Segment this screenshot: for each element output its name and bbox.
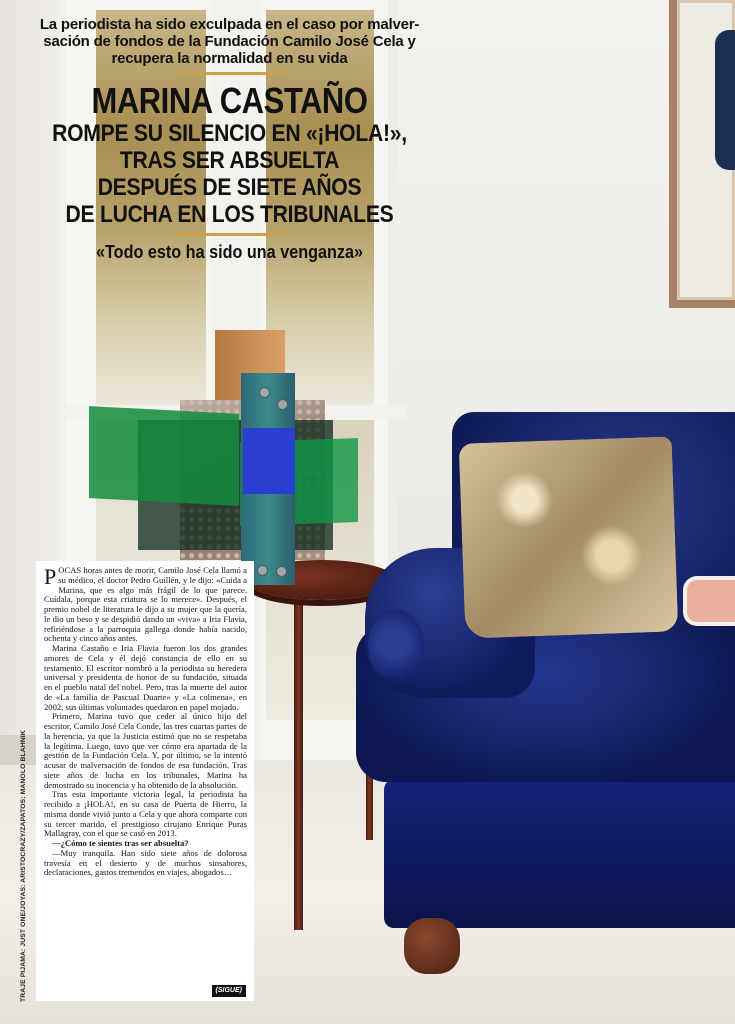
headline-name: MARINA CASTAÑO	[91, 80, 368, 121]
framed-artwork	[669, 0, 735, 308]
article-paragraph: Marina Castaño e Iria Flavia fueron los dos grandes amores de Cela y él dejó constancia de ello en su testamento. El escritor nombró a la periodista su heredera universal y presidenta de honor de su fundación, situada en el pueblo natal del nobel. Pero, tras la muerte del autor de «La familia de Pascual Duarte» y «La colmena», en 2002, sus últimas voluntades quedaron en papel mojado.	[44, 643, 247, 712]
gold-rule	[176, 72, 284, 75]
headline-line: DE LUCHA EN LOS TRIBUNALES	[65, 201, 394, 228]
velvet-pillow	[459, 436, 679, 638]
bolt-icon	[257, 565, 268, 576]
headline-line: TRAS SER ABSUELTA	[119, 147, 340, 174]
pull-quote: «Todo esto ha sido una venganza»	[95, 242, 364, 262]
sofa-foot	[404, 918, 460, 974]
article-body	[36, 561, 254, 1001]
article-paragraph: Primero, Marina tuvo que ceder al único hijo del escritor, Camilo José Cela Conde, las tres cuartas partes de la herencia, ya que la Justicia estimó que no se respetaba la legítima. Luego, tuvo que ver cómo era apartada de la gestión de la Fundación Cela. Y, por último, se la intentó acusar de malversación de fondos de esa fundación. Tras siete años de lucha en los tribunales, Marina ha demostrado su inocencia y ha obtenido de la absolución.	[44, 711, 247, 790]
drop-cap: P	[44, 564, 57, 589]
article-paragraph	[44, 566, 247, 644]
table-leg	[294, 600, 303, 930]
sofa-base	[384, 778, 735, 928]
interview-answer: —Muy tranquila. Han sido siete años de dolorosa travesía en el desierto y de muchos sinsabores, declaraciones, gastos tremendos en viajes, abogados…	[44, 847, 247, 878]
bolt-icon	[277, 399, 288, 410]
continues-label: (SIGUE)	[212, 985, 246, 997]
headline-line: DESPUÉS DE SIETE AÑOS	[97, 174, 362, 201]
sofa-bolster	[368, 610, 424, 682]
article-paragraph: Tras esta importante victoria legal, la periodista ha recibido a ¡HOLA!, en su casa de Puerta de Hierro, la misma donde vivió junto a Cela y que ahora comparte con su tercer marido, el prestigioso cirujano Enrique Puras Mallagray, con el que se casó en 2013.	[44, 789, 247, 839]
artwork-shape	[715, 30, 735, 170]
gold-rule	[176, 233, 284, 236]
paragraph-text: OCAS horas antes de morir, Camilo José Cela llamó a su médico, el doctor Pedro Guillén, y le dijo: «Cuida a Marina, que es algo más frágil de lo que parece. Cuídala, porque esta criatura se lo merece». Después, el premio nobel de literatura le dijo a su mujer que la quería, le dio un beso y se despidió dando un «viva» a Iria Flavia, refiriéndose a la parroquia gallega donde había nacido, ochenta y cinco años antes.	[44, 565, 247, 644]
sculpture-blue-panel	[243, 428, 295, 494]
interview-question: —¿Cómo te sientes tras ser absuelta?	[52, 838, 189, 848]
headline-line: ROMPE SU SILENCIO EN «¡HOLA!»,	[52, 120, 407, 147]
photo-credits: TRAJE PIJAMA: JUST ONE/JOYAS: ARISTOCRAZY/ZAPATOS: MANOLO BLAHNIK	[20, 730, 27, 1002]
bolt-icon	[276, 566, 287, 577]
bolt-icon	[259, 387, 270, 398]
headline-block	[22, 16, 437, 263]
lead-text: La periodista ha sido exculpada en el caso por malver- sación de fondos de la Fundación Camilo José Cela y recupera la normalidad en su vida	[39, 16, 420, 67]
sculpture-green-glass	[89, 406, 239, 506]
person-foot	[683, 576, 735, 626]
